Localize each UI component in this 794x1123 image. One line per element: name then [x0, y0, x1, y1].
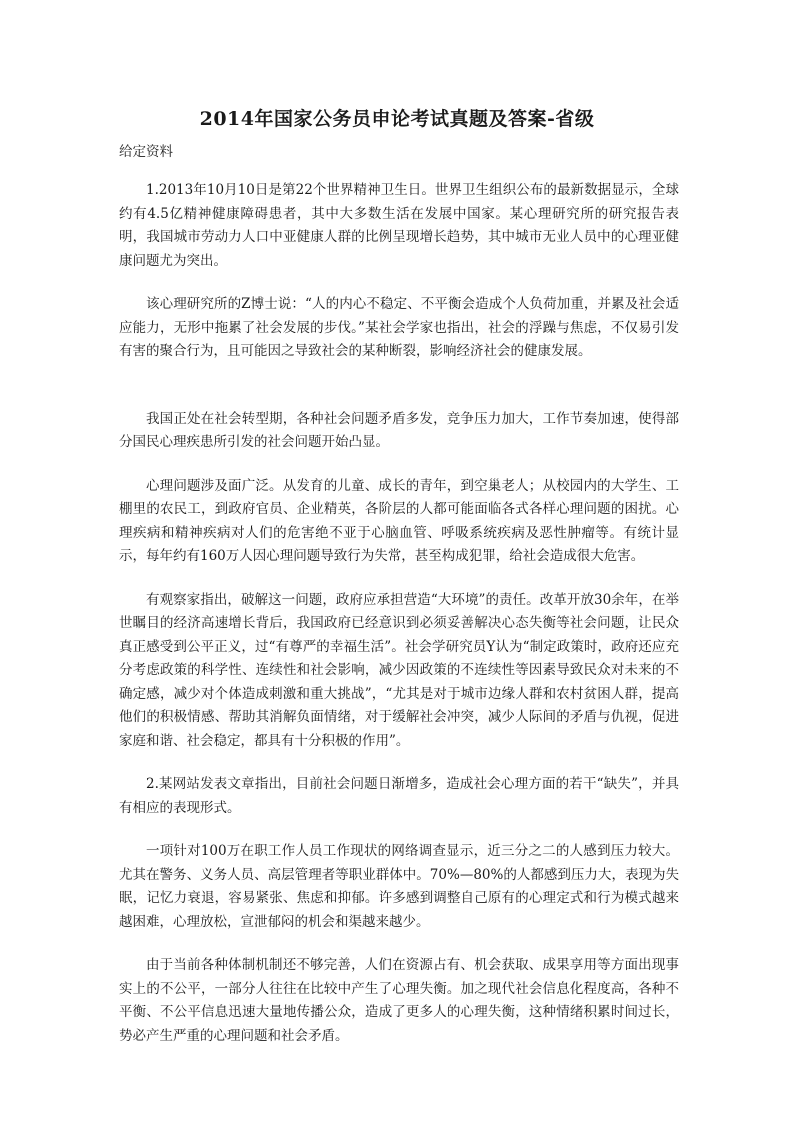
- paragraph-7: 一项针对100万在职工作人员工作现状的网络调查显示，近三分之二的人感到压力较大。尤其在警务、义务人员、高层管理者等职业群体中。70%—80%的人都感到压力大，表现为失眠，记忆力衰退，容易紧张、焦虑和抑郁。许多感到调整自己原有的心理定式和行为模式越来越困难，心理放松，宣泄郁闷的机会和渠越来越少。: [119, 843, 679, 930]
- paragraph-8: 由于当前各种体制机制还不够完善，人们在资源占有、机会获取、成果享用等方面出现事实上的不公平，一部分人往往在比较中产生了心理失衡。加之现代社会信息化程度高，各种不平衡、不公平信息迅速大量地传播公众，造成了更多人的心理失衡，这种情绪积累时间过长，势必产生严重的心理问题和社会矛盾。: [119, 957, 679, 1044]
- paragraph-6: 2.某网站发表文章指出，目前社会问题日渐增多，造成社会心理方面的若干“缺失”，并具有相应的表现形式。: [119, 776, 679, 816]
- section-label: 给定资料: [119, 144, 173, 160]
- page-title: 2014年国家公务员申论考试真题及答案-省级: [199, 108, 595, 130]
- paragraph-3: 我国正处在社会转型期，各种社会问题矛盾多发，竞争压力加大，工作节奏加速，使得部分国民心理疾患所引发的社会问题开始凸显。: [119, 410, 679, 450]
- document-body: [119, 179, 679, 1068]
- paragraph-4: 心理问题涉及面广泛。从发育的儿童、成长的青年，到空巢老人；从校园内的大学生、工棚里的农民工，到政府官员、企业精英，各阶层的人都可能面临各式各样心理问题的困扰。心理疾病和精神疾病对人们的危害绝不亚于心脑血管、呼吸系统疾病及恶性肿瘤等。有统计显示，每年约有160万人因心理问题导致行为失常，甚至构成犯罪，给社会造成很大危害。: [119, 477, 679, 564]
- spacer: [119, 384, 679, 408]
- paragraph-1: 1.2013年10月10日是第22个世界精神卫生日。世界卫生组织公布的最新数据显示，全球约有4.5亿精神健康障碍患者，其中大多数生活在发展中国家。某心理研究所的研究报告表明，我国城市劳动力人口中亚健康人群的比例呈现增长趋势，其中城市无业人员中的心理亚健康问题尤为突出。: [119, 182, 679, 269]
- paragraph-5: 有观察家指出，破解这一问题，政府应承担营造“大环境”的责任。改革开放30余年，在举世瞩目的经济高速增长背后，我国政府已经意识到必须妥善解决心态失衡等社会问题，让民众真正感受到公平正义，过“有尊严的幸福生活”。社会学研究员Y认为“制定政策时，政府还应充分考虑政策的科学性、连续性和社会影响，减少因政策的不连续性等因素导致民众对未来的不确定感，减少对个体造成刺激和重大挑战”，“尤其是对于城市边缘人群和农村贫困人群，提高他们的积极情感、帮助其消解负面情绪，对于缓解社会冲突，减少人际间的矛盾与仇视，促进家庭和谐、社会稳定，都具有十分积极的作用”。: [119, 591, 679, 749]
- paragraph-2: 该心理研究所的Z博士说：“人的内心不稳定、不平衡会造成个人负荷加重，并累及社会适应能力，无形中拖累了社会发展的步伐。”某社会学家也指出，社会的浮躁与焦虑，不仅易引发有害的聚合行为，且可能因之导致社会的某种断裂，影响经济社会的健康发展。: [119, 296, 679, 359]
